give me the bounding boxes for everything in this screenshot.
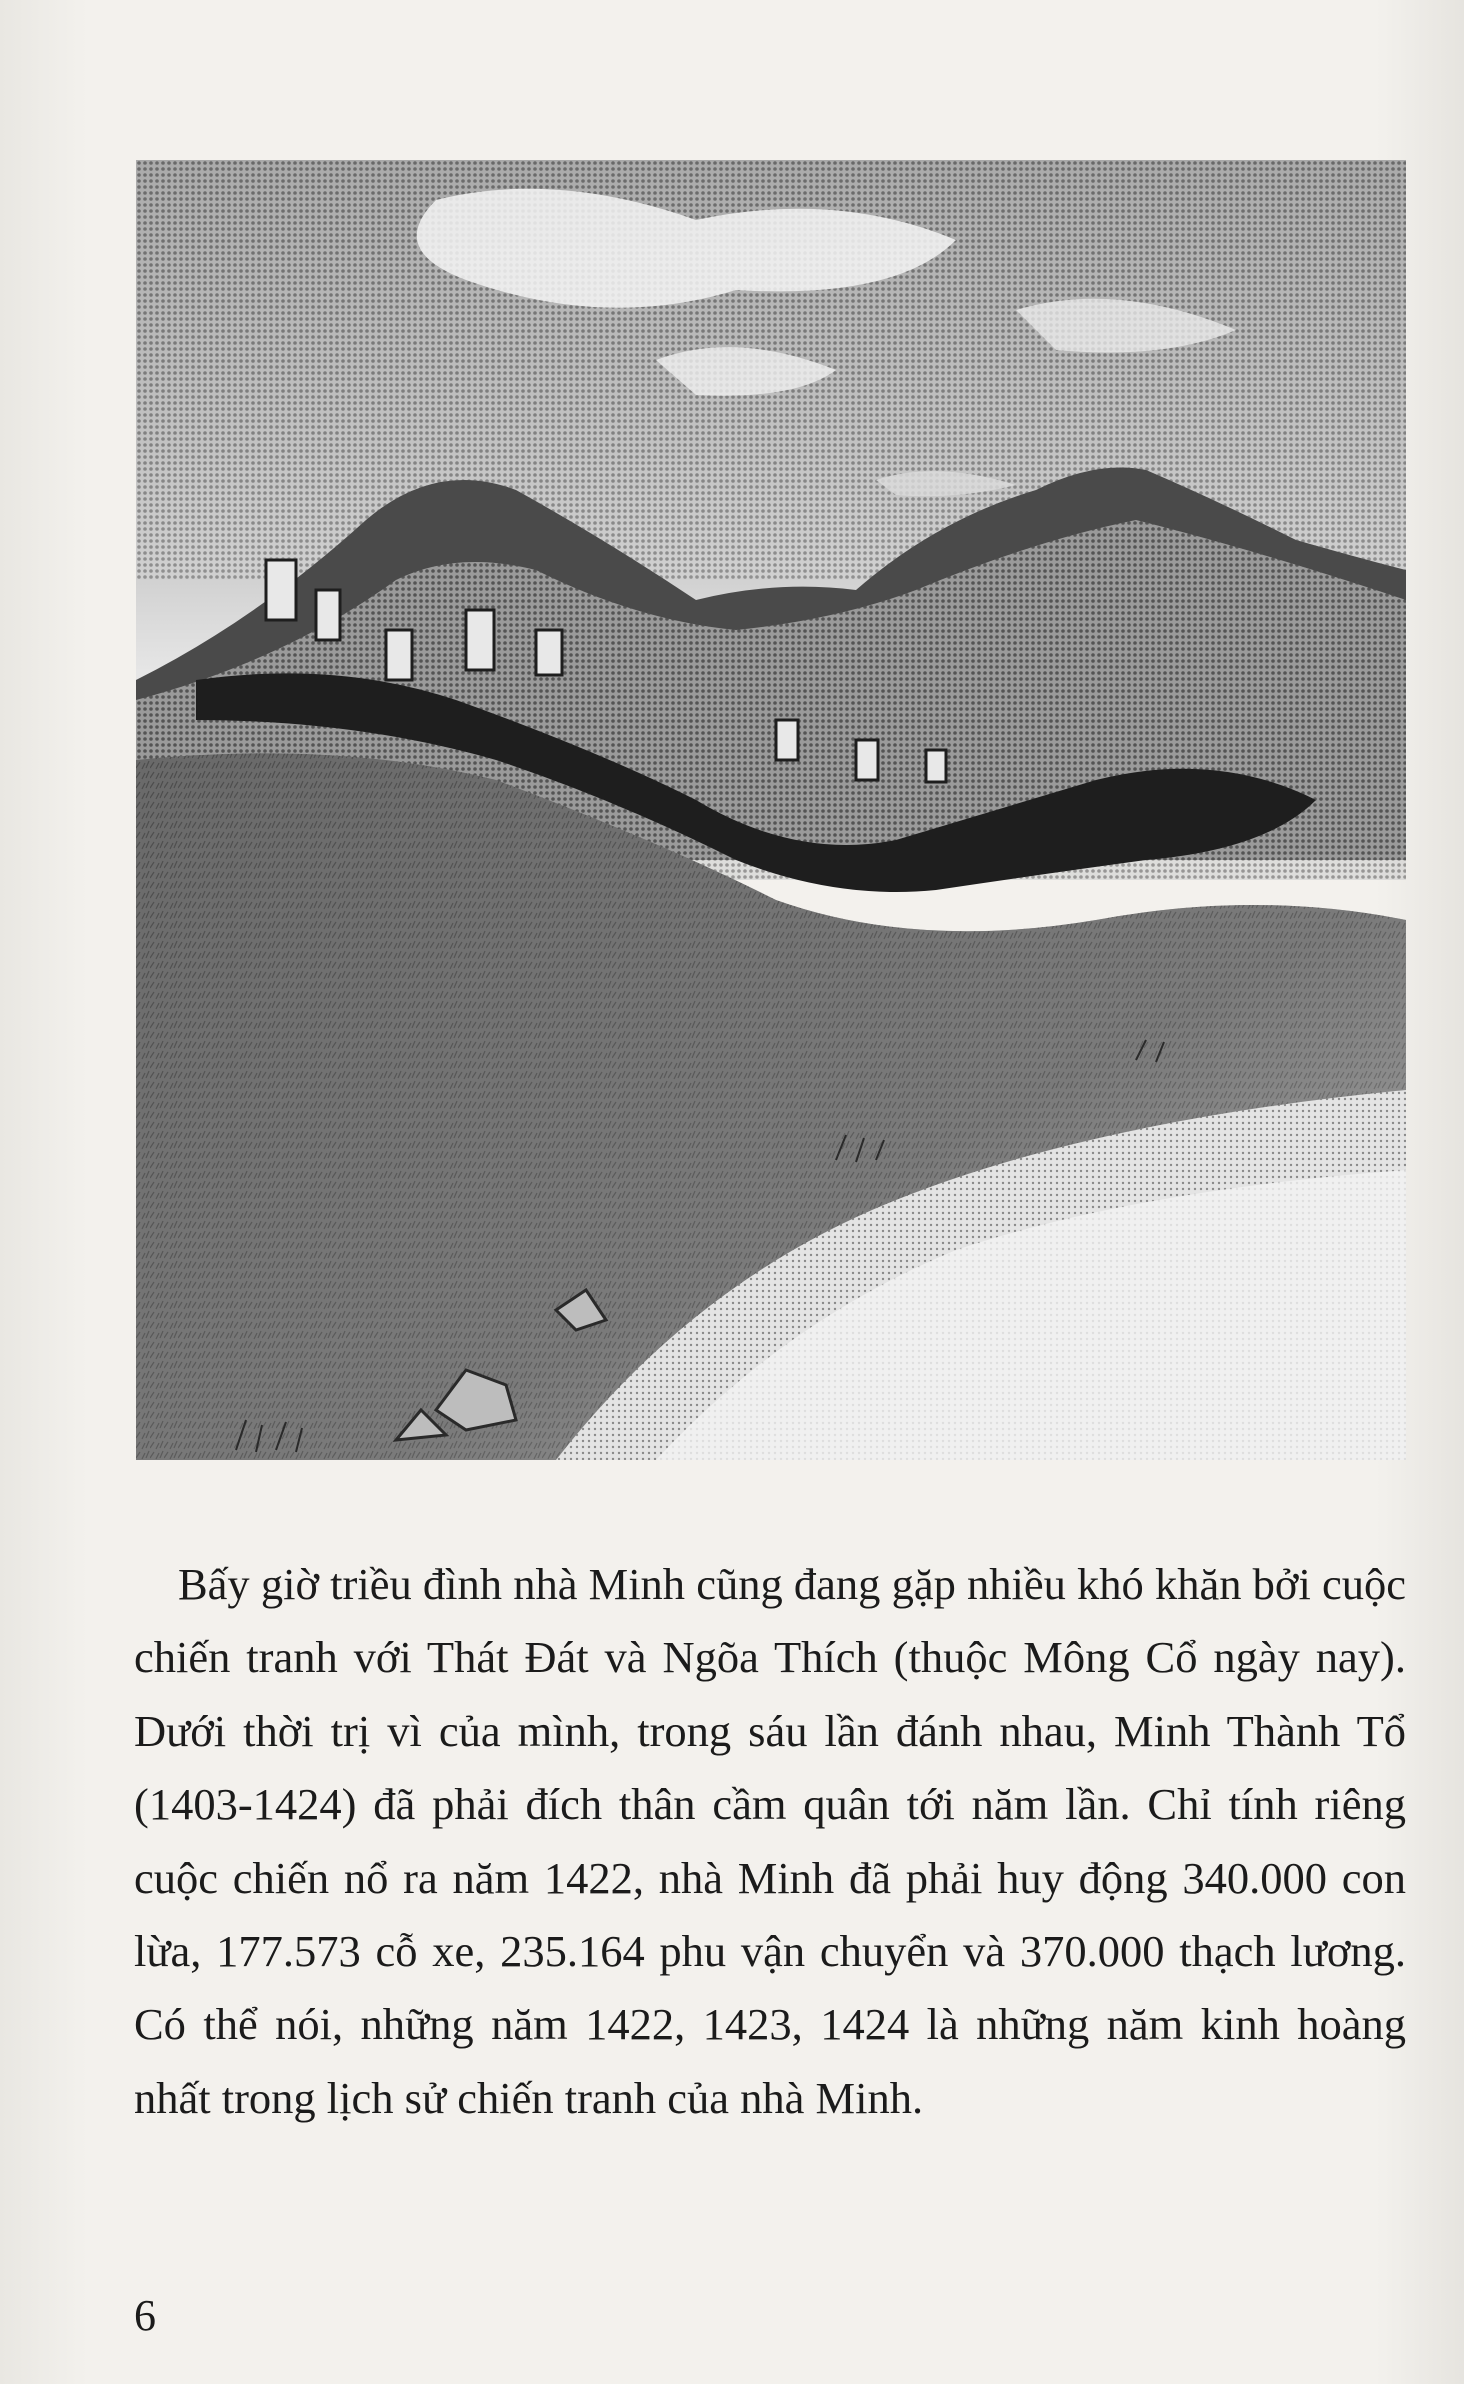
body-paragraph: Bấy giờ triều đình nhà Minh cũng đang gặp nhiều khó khăn bởi cuộc chiến tranh với Thát Đát và Ngõa Thích (thuộc Mông Cổ ngày nay). Dưới thời trị vì của mình, trong sáu lần đánh nhau, Minh Thành Tổ (1403-1424) đã phải đích thân cầm quân tới năm lần. Chỉ tính riêng cuộc chiến nổ ra năm 1422, nhà Minh đã phải huy động 340.000 con lừa, 177.573 cỗ xe, 235.164 phu vận chuyển và 370.000 thạch lương. Có thể nói, những năm 1422, 1423, 1424 là những năm kinh hoàng nhất trong lịch sử chiến tranh của nhà Minh. [134,1559,1406,2123]
page-number: 6 [134,2291,156,2340]
landscape-illustration [136,160,1406,1460]
hills-army-drawing [136,160,1406,1460]
body-text-block [134,1548,1406,2135]
